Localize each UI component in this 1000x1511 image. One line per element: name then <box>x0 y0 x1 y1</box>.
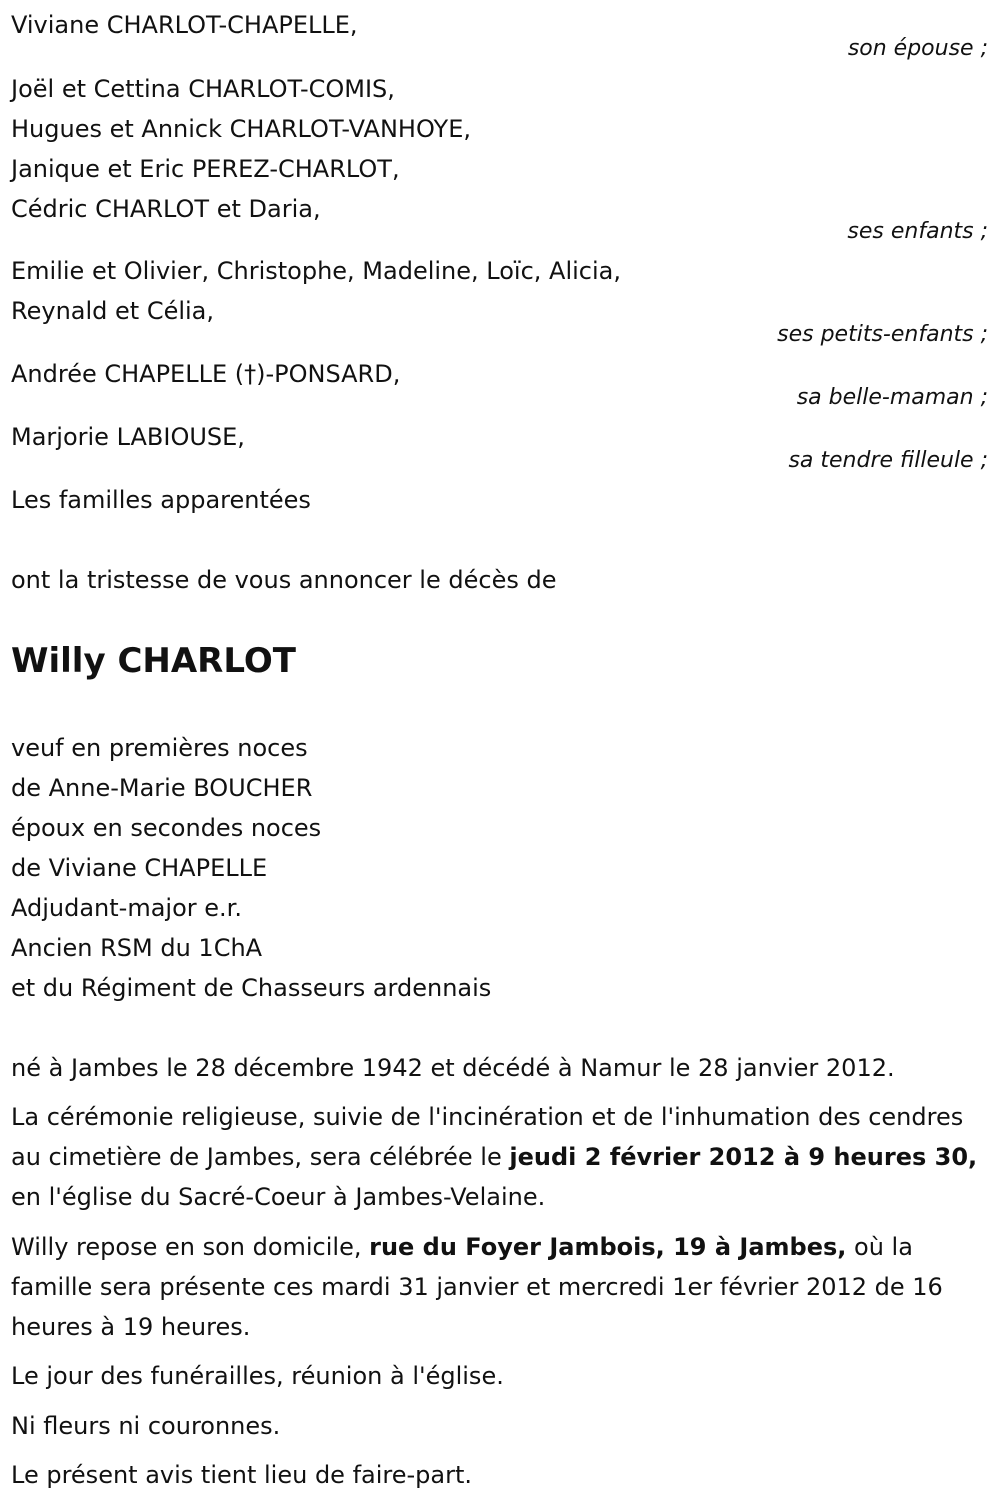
family-line: Emilie et Olivier, Christophe, Madeline, Loïc, Alicia, <box>11 257 621 285</box>
relation-label: ses enfants ; <box>847 219 988 244</box>
deceased-details <box>11 728 989 1008</box>
family-line: Andrée CHAPELLE (†)-PONSARD, <box>11 360 401 388</box>
detail-line: Adjudant-major e.r. <box>11 894 242 922</box>
closing-notice: Le présent avis tient lieu de faire-part. <box>11 1461 473 1489</box>
family-line: Joël et Cettina CHARLOT-COMIS, <box>11 75 395 103</box>
visitation-hours: où la famille sera présente ces mardi 31 janvier et mercredi 1er février 2012 de 16 heures à 19 heures. <box>11 1233 943 1341</box>
detail-line: Ancien RSM du 1ChA <box>11 934 263 962</box>
ceremony-paragraph <box>11 1097 989 1217</box>
birth-death-dates: né à Jambes le 28 décembre 1942 et décédé à Namur le 28 janvier 2012. <box>11 1054 895 1082</box>
family-line: Marjorie LABIOUSE, <box>11 423 245 451</box>
relation-label: son épouse ; <box>847 36 988 61</box>
ceremony-datetime: jeudi 2 février 2012 à 9 heures 30, <box>509 1143 978 1171</box>
family-line: Cédric CHARLOT et Daria, <box>11 195 321 223</box>
family-line: Hugues et Annick CHARLOT-VANHOYE, <box>11 115 471 143</box>
announcement-text: ont la tristesse de vous annoncer le décès de <box>11 566 557 594</box>
relation-label: ses petits-enfants ; <box>777 322 988 347</box>
visitation-paragraph <box>11 1227 989 1347</box>
deceased-name: Willy CHARLOT <box>11 641 296 681</box>
detail-line: de Anne-Marie BOUCHER <box>11 774 313 802</box>
ceremony-text: La cérémonie religieuse, suivie de l'incinération et de l'inhumation des cendres au cimetière de Jambes, sera célébrée le <box>11 1103 964 1171</box>
related-families-text: Les familles apparentées <box>11 486 311 514</box>
ceremony-place: en l'église du Sacré-Coeur à Jambes-Velaine. <box>11 1183 546 1211</box>
relation-label: sa tendre filleule ; <box>788 448 988 473</box>
relation-label: sa belle-maman ; <box>796 385 988 410</box>
family-line: Viviane CHARLOT-CHAPELLE, <box>11 11 358 39</box>
closing-no-flowers: Ni fleurs ni couronnes. <box>11 1412 281 1440</box>
detail-line: époux en secondes noces <box>11 814 322 842</box>
spouse-block <box>11 5 989 45</box>
visitation-text: Willy repose en son domicile, <box>11 1233 370 1261</box>
family-line: Reynald et Célia, <box>11 297 215 325</box>
detail-line: de Viviane CHAPELLE <box>11 854 268 882</box>
announcement <box>11 560 989 600</box>
detail-line: et du Régiment de Chasseurs ardennais <box>11 974 492 1002</box>
visitation-address: rue du Foyer Jambois, 19 à Jambes, <box>369 1233 847 1261</box>
children-block <box>11 69 989 229</box>
closing-gathering: Le jour des funérailles, réunion à l'église. <box>11 1362 504 1390</box>
related-families <box>11 480 989 520</box>
detail-line: veuf en premières noces <box>11 734 308 762</box>
family-line: Janique et Eric PEREZ-CHARLOT, <box>11 155 400 183</box>
